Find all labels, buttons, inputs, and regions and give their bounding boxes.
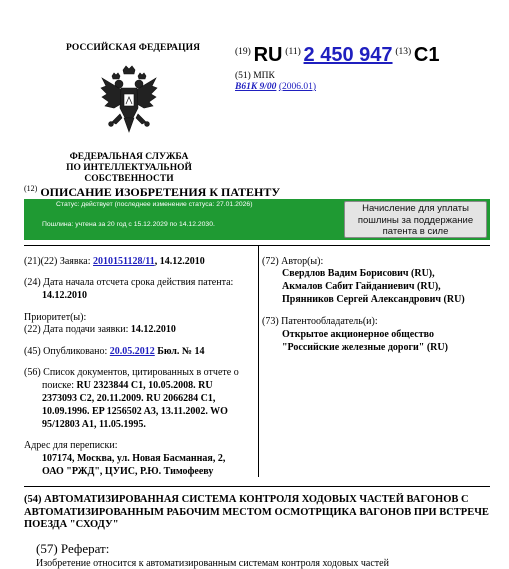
address-line-1: 107174, Москва, ул. Новая Басманная, 2, bbox=[42, 453, 226, 464]
application-label: (21)(22) Заявка: bbox=[24, 256, 91, 267]
patent-number-line bbox=[235, 44, 440, 67]
inid-13: (13) bbox=[395, 47, 412, 57]
filing-label: (22) Дата подачи заявки: bbox=[24, 324, 129, 335]
published-row bbox=[24, 346, 204, 359]
fee-button-line2: пошлины за поддержание bbox=[357, 214, 474, 226]
priority-label: Приоритет(ы): bbox=[24, 312, 87, 323]
author-1: Свердлов Вадим Борисович (RU), bbox=[282, 268, 435, 279]
org-service-line2: ПО ИНТЕЛЛЕКТУАЛЬНОЙ СОБСТВЕННОСТИ bbox=[66, 163, 192, 184]
author-2: Акмалов Сабит Гайданиевич (RU), bbox=[282, 281, 441, 292]
coat-of-arms-emblem bbox=[100, 64, 158, 144]
fee-button-line1: Начисление для уплаты bbox=[362, 203, 469, 214]
fee-button-line3: патента в силе bbox=[382, 226, 449, 237]
term-date: 14.12.2010 bbox=[42, 290, 87, 301]
invention-title bbox=[24, 494, 494, 532]
status-text: Статус: действует (последнее изменение статуса: 27.01.2026) bbox=[56, 201, 253, 208]
filing-row bbox=[24, 324, 176, 337]
inid-19: (19) bbox=[235, 47, 251, 57]
term-label: (24) Дата начала отсчета срока действия патента: bbox=[24, 277, 234, 288]
invention-title-line3: ПОЕЗДА "СХОДУ" bbox=[24, 519, 119, 530]
address-label: Адрес для переписки: bbox=[24, 440, 118, 451]
abstract-text: Изобретение относится к автоматизированным системам контроля ходовых частей bbox=[36, 558, 389, 569]
org-country: РОССИЙСКАЯ ФЕДЕРАЦИЯ bbox=[66, 43, 201, 53]
owner-2: "Российские железные дороги" (RU) bbox=[282, 342, 448, 353]
author-3: Прянников Сергей Александрович (RU) bbox=[282, 294, 465, 305]
inid-11: (11) bbox=[285, 47, 301, 57]
cited-row-1 bbox=[42, 380, 213, 393]
mpk-code-link[interactable]: B61K 9/00 bbox=[235, 82, 277, 92]
cited-text-2: 2373093 C2, 20.11.2009. RU 2066284 C1, bbox=[42, 393, 216, 404]
published-label: (45) Опубликовано: bbox=[24, 346, 108, 357]
authors-label: (72) Автор(ы): bbox=[262, 256, 324, 267]
org-service-line1: ФЕДЕРАЛЬНАЯ СЛУЖБА bbox=[69, 152, 189, 162]
application-row bbox=[24, 256, 205, 269]
kind-code: C1 bbox=[413, 44, 440, 66]
cited-text-4: 95/12803 A1, 11.05.1995. bbox=[42, 419, 146, 430]
owner-1: Открытое акционерное общество bbox=[282, 329, 434, 340]
inid-12: (12) bbox=[24, 184, 38, 193]
column-divider bbox=[258, 245, 259, 477]
invention-title-line2: АВТОМАТИЗИРОВАННЫМ РАБОЧИМ МЕСТОМ ОСМОТРЩИКА ВАГОНОВ ПРИ ВСТРЕЧЕ bbox=[24, 506, 489, 518]
mpk-version-link[interactable]: (2006.01) bbox=[278, 82, 317, 92]
table-top-rule bbox=[24, 245, 490, 246]
mpk-value bbox=[235, 82, 316, 92]
filing-date: 14.12.2010 bbox=[130, 324, 176, 335]
owner-label: (73) Патентообладатель(и): bbox=[262, 316, 378, 327]
invention-title-line1: (54) АВТОМАТИЗИРОВАННАЯ СИСТЕМА КОНТРОЛЯ ХОДОВЫХ ЧАСТЕЙ ВАГОНОВ С bbox=[24, 494, 469, 505]
mpk-label: (51) МПК bbox=[235, 71, 275, 81]
cited-text-3: 10.09.1996. EP 1256502 A3, 13.11.2002. WO bbox=[42, 406, 228, 417]
patent-number-link[interactable]: 2 450 947 bbox=[303, 44, 393, 66]
cited-text-1: RU 2323844 C1, 10.05.2008. RU bbox=[76, 380, 213, 391]
published-date-link[interactable]: 20.05.2012 bbox=[109, 346, 155, 357]
country-code: RU bbox=[253, 44, 283, 66]
description-title-text: ОПИСАНИЕ ИЗОБРЕТЕНИЯ К ПАТЕНТУ bbox=[40, 185, 281, 199]
cited-label-2: поиске: bbox=[42, 380, 74, 391]
abstract-heading: (57) Реферат: bbox=[36, 541, 110, 556]
address-line-2: ОАО "РЖД", ЦУИС, Р.Ю. Тимофееву bbox=[42, 466, 214, 477]
org-service bbox=[24, 152, 234, 185]
description-title bbox=[24, 184, 280, 200]
bulletin: Бюл. № 14 bbox=[157, 346, 205, 357]
fee-calculation-button[interactable] bbox=[344, 201, 487, 238]
application-number-link[interactable]: 2010151128/11 bbox=[93, 256, 155, 267]
cited-label-1: (56) Список документов, цитированных в отчете о bbox=[24, 367, 239, 378]
fee-text: Пошлина: учтена за 20 год с 15.12.2029 по 14.12.2030. bbox=[42, 221, 215, 228]
application-date: , 14.12.2010 bbox=[154, 256, 205, 267]
table-bottom-rule bbox=[24, 486, 490, 487]
